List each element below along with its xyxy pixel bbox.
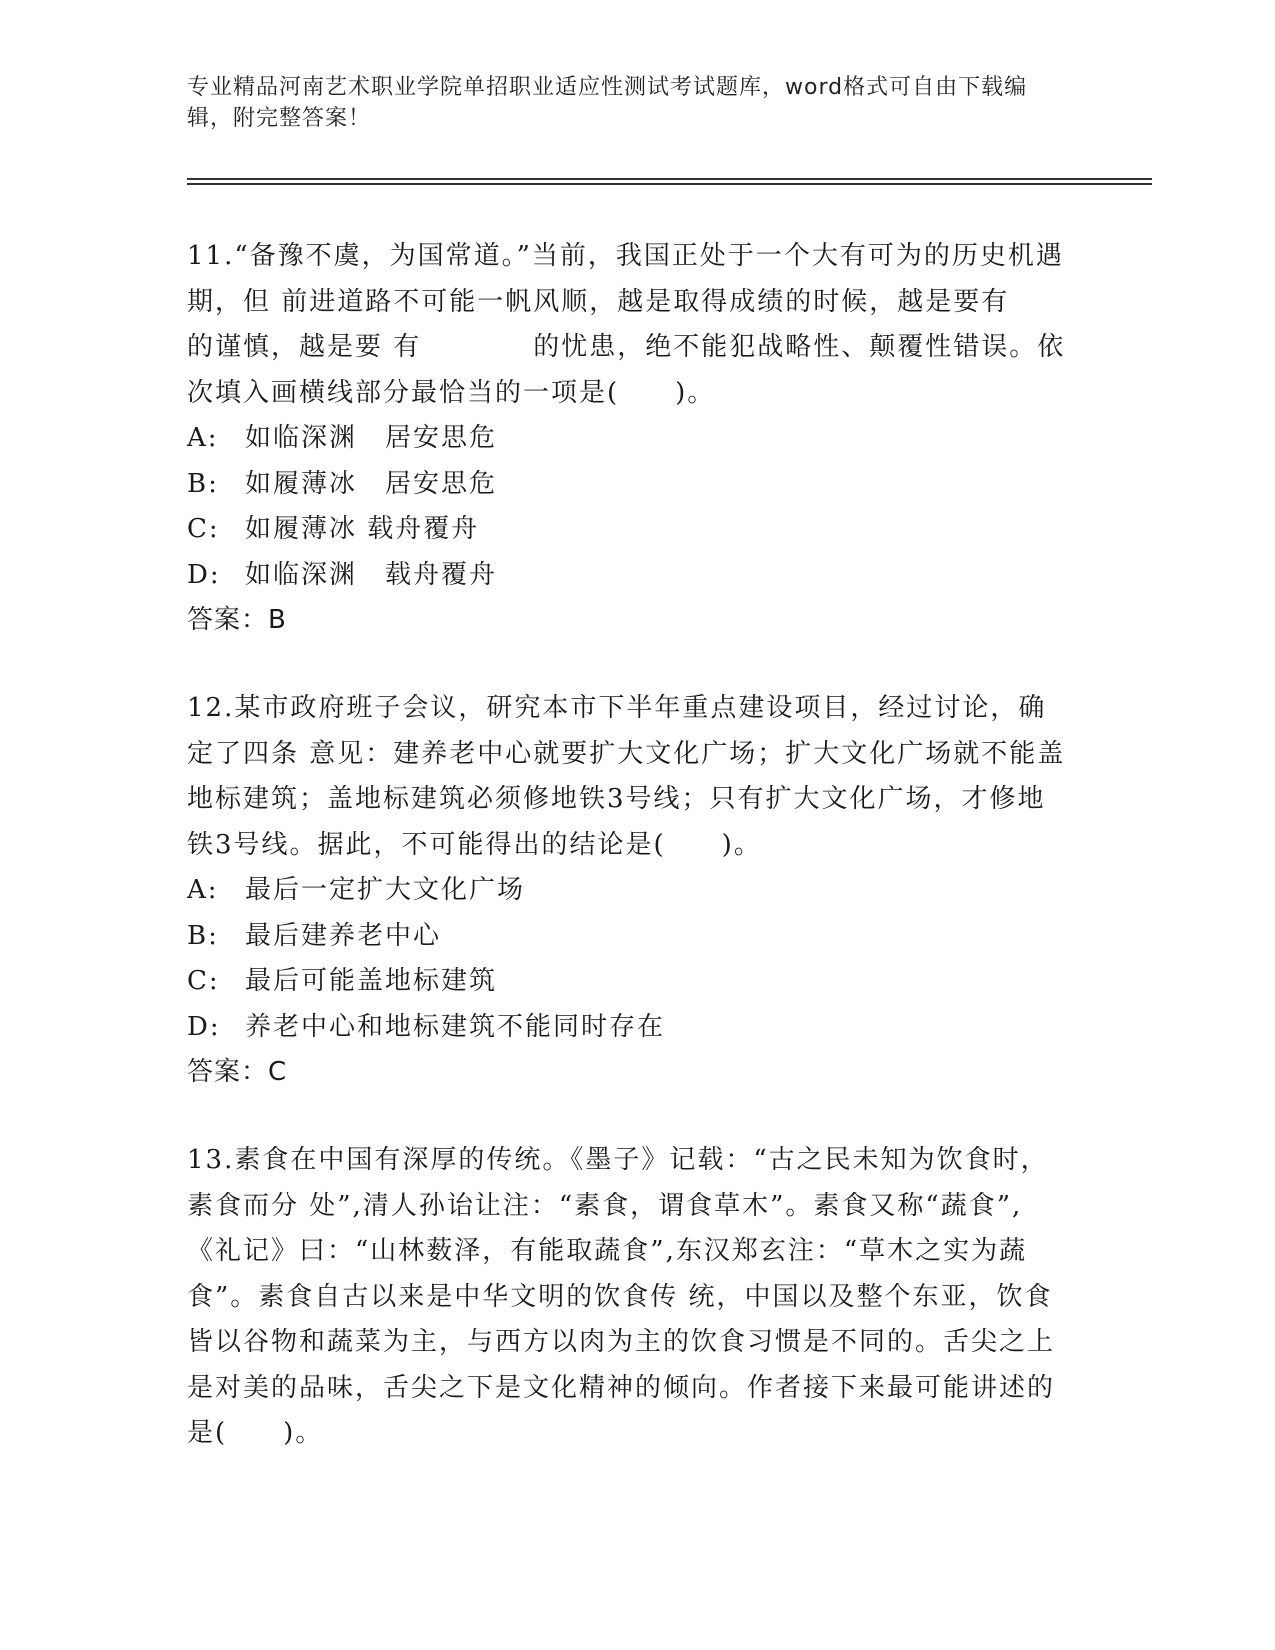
option-letter: D: <box>187 1011 221 1042</box>
question-stem: 13.素食在中国有深厚的传统。《墨子》记载：“古之民未知为饮食时，素食而分 处”,清人孙诒让注：“素食，谓食草木”。素食又称“蔬食”,《礼记》曰：“山林薮泽，有能取蔬食”,东汉郑玄注：“草木之实为蔬食”。素食自古以来是中华文明的饮食传 统，中国以及整个东亚，饮食皆以谷物和蔬菜为主，与西方以肉为主的饮食习惯是不同的。舌尖之上是对美的品味，舌尖之下是文化精神的倾向。作者接下来最可能讲述的是( )。 <box>187 1145 1056 1448</box>
option-text: 如履薄冰 居安思危 <box>245 468 498 499</box>
question-stem: 11.“备豫不虞，为国常道。”当前，我国正处于一个大有可为的历史机遇期，但 前进道路不可能一帆风顺，越是取得成绩的时候，越是要有 的谨慎，越是要 有 的忧患，绝不能犯战略性、颠覆性错误。依次填入画横线部分最恰当的一项是( )。 <box>187 241 1122 408</box>
option-text: 如临深渊 载舟覆舟 <box>245 559 498 590</box>
option-b[interactable] <box>187 914 1067 960</box>
question-stem: 12.某市政府班子会议，研究本市下半年重点建设项目，经过讨论，确定了四条 意见：建养老中心就要扩大文化广场；扩大文化广场就不能盖地标建筑；盖地标建筑必须修地铁3号线；只有扩大文化广场，才修地铁3号线。据此，不可能得出的结论是( )。 <box>187 693 1066 860</box>
option-letter: D: <box>187 559 221 590</box>
option-letter: B: <box>187 468 219 499</box>
option-a[interactable] <box>187 416 1067 462</box>
answer-line: 答案：B <box>187 605 287 635</box>
page-header <box>187 72 1067 134</box>
option-list <box>187 868 1067 1050</box>
option-d[interactable] <box>187 1005 1067 1051</box>
option-d[interactable] <box>187 553 1067 599</box>
option-letter: C: <box>187 966 220 996</box>
option-letter: C: <box>187 514 220 544</box>
question-12 <box>187 686 1067 1096</box>
option-c[interactable] <box>187 507 1067 553</box>
question-11 <box>187 234 1122 644</box>
option-list <box>187 416 1067 598</box>
option-b[interactable] <box>187 462 1067 508</box>
option-text: 最后可能盖地标建筑 <box>245 966 498 996</box>
option-text: 养老中心和地标建筑不能同时存在 <box>245 1011 666 1042</box>
option-letter: A: <box>187 875 219 905</box>
option-text: 最后建养老中心 <box>245 920 442 951</box>
option-text: 最后一定扩大文化广场 <box>245 875 526 905</box>
option-text: 如临深渊 居安思危 <box>245 423 498 453</box>
header-divider-top <box>187 178 1152 180</box>
question-13 <box>187 1138 1067 1457</box>
option-c[interactable] <box>187 959 1067 1005</box>
option-text: 如履薄冰 载舟覆舟 <box>245 514 480 544</box>
option-a[interactable] <box>187 868 1067 914</box>
header-divider-bottom <box>187 183 1152 185</box>
header-text: 专业精品河南艺术职业学院单招职业适应性测试考试题库，word格式可自由下载编辑，附完整答案！ <box>187 75 1028 131</box>
option-letter: A: <box>187 423 219 453</box>
option-letter: B: <box>187 920 219 951</box>
answer-line: 答案：C <box>187 1057 288 1087</box>
